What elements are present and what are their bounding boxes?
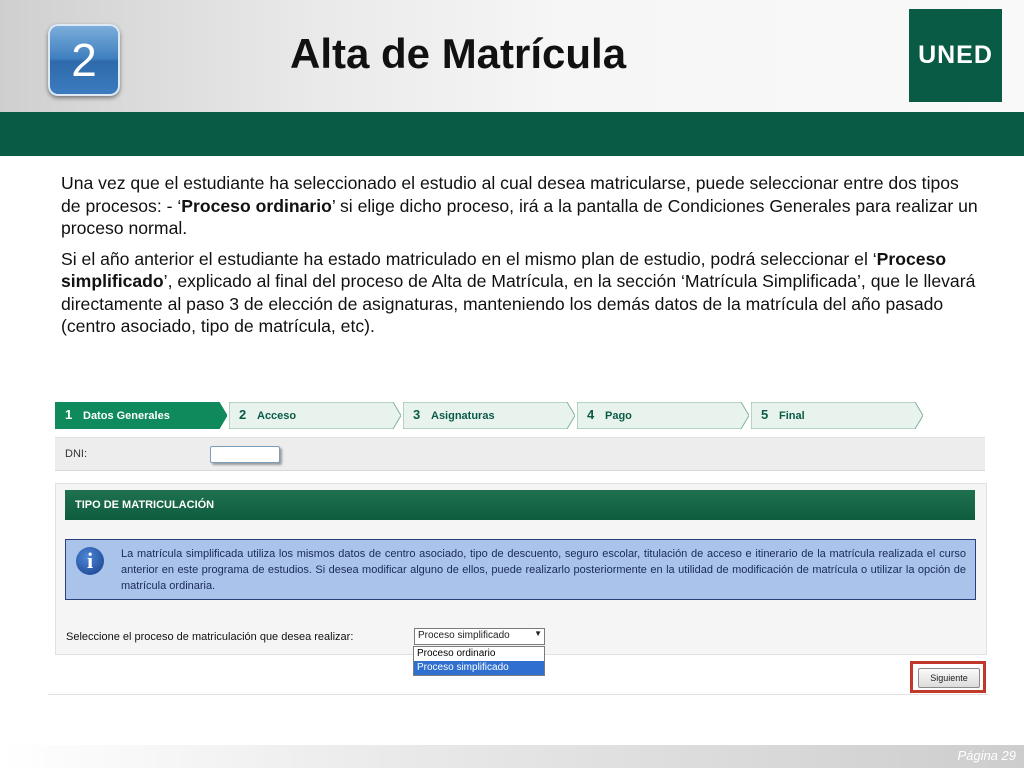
info-icon: i: [76, 547, 104, 575]
wizard-step-3[interactable]: [403, 402, 575, 429]
wizard-step-number: 1: [65, 407, 73, 422]
slide-footer: [0, 745, 1024, 768]
proceso-select[interactable]: [414, 628, 545, 645]
panel-title: TIPO DE MATRICULACIÓN: [75, 499, 215, 511]
dropdown-arrow-icon: ▼: [534, 629, 542, 638]
divider: [48, 694, 988, 695]
wizard-step-number: 4: [587, 407, 595, 422]
siguiente-highlight: [910, 661, 986, 693]
wizard-step-5[interactable]: [751, 402, 923, 429]
wizard-step-number: 2: [239, 407, 247, 422]
paragraph-procesos: Una vez que el estudiante ha seleccionado el estudio al cual desea matricularse, puede seleccionar entre dos tipos de procesos: - ‘Proceso ordinario’ si elige dicho proceso, irá a la pantalla de Condiciones Generales para realizar un proceso normal.: [61, 173, 978, 238]
wizard-steps: [55, 402, 935, 429]
wizard-step-number: 3: [413, 407, 421, 422]
wizard-step-4[interactable]: [577, 402, 749, 429]
slide-body-text: [61, 172, 981, 346]
proceso-dropdown-list: [413, 646, 545, 676]
page-number: Página 29: [957, 748, 1016, 763]
uned-logo: UNED: [909, 9, 1002, 102]
siguiente-button[interactable]: Siguiente: [918, 668, 980, 688]
dni-label: DNI:: [65, 448, 87, 460]
option-proceso-ordinario[interactable]: Proceso ordinario: [417, 648, 496, 659]
wizard-step-label: Acceso: [257, 410, 297, 422]
info-box: [65, 539, 976, 600]
select-value: Proceso simplificado: [418, 630, 510, 641]
option-proceso-simplificado[interactable]: Proceso simplificado: [414, 661, 544, 675]
wizard-step-label: Final: [779, 410, 805, 422]
select-label: Seleccione el proceso de matriculación que desea realizar:: [66, 631, 354, 643]
slide-title: Alta de Matrícula: [290, 30, 627, 77]
wizard-step-label: Pago: [605, 410, 632, 422]
wizard-step-2[interactable]: [229, 402, 401, 429]
panel-header: [65, 490, 975, 520]
wizard-step-number: 5: [761, 407, 769, 422]
wizard-step-label: Datos Generales: [83, 410, 170, 422]
dni-bar: [55, 437, 985, 471]
header-band: [0, 112, 1024, 156]
wizard-step-label: Asignaturas: [431, 410, 495, 422]
dni-input[interactable]: [210, 446, 280, 463]
step-number-badge: 2: [48, 24, 120, 96]
wizard-step-1[interactable]: [55, 402, 227, 429]
tipo-matriculacion-panel: [55, 483, 987, 655]
info-text: La matrícula simplificada utiliza los mismos datos de centro asociado, tipo de descuento, seguro escolar, titulación de acceso e itinerario de la matrícula realizada el curso anterior en este programa de estudios. Si desea modificar alguno de ellos, puede realizarlo posteriormente en la utilidad de modificación de matrícula o utilizar la opción de matrícula ordinaria.: [121, 548, 966, 592]
paragraph-simplificado: Si el año anterior el estudiante ha estado matriculado en el mismo plan de estudio, podrá seleccionar el ‘Proceso simplificado’, explicado al final del proceso de Alta de Matrícula, en la sección ‘Matrícula Simplificada’, que le llevará directamente al paso 3 de elección de asignaturas, manteniendo los demás datos de la matrícula del año pasado (centro asociado, tipo de matrícula, etc).: [61, 248, 976, 336]
